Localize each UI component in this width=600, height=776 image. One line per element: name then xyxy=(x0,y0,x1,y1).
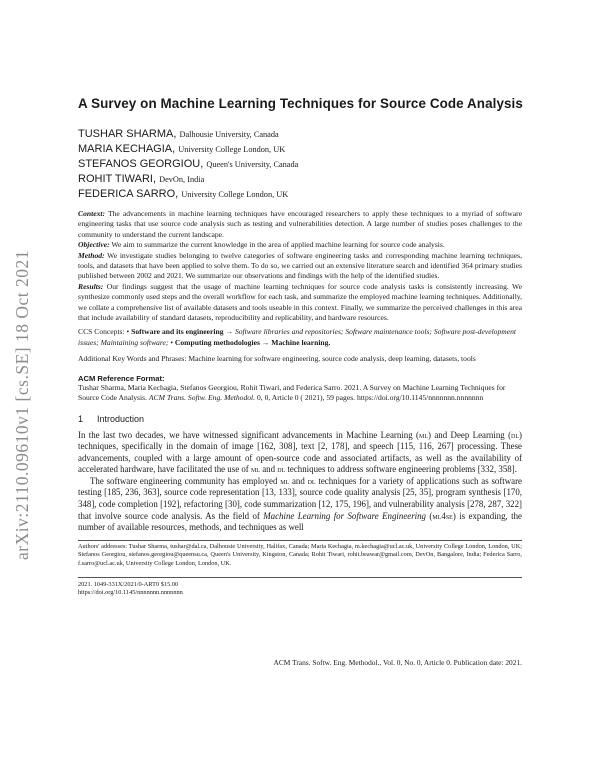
paper-title: A Survey on Machine Learning Techniques for Source Code Analysis xyxy=(78,96,523,111)
author-name: FEDERICA SARRO, xyxy=(78,188,179,200)
ccs-concept-1: Software and its engineering xyxy=(131,327,224,337)
ccs-arrow: → xyxy=(223,327,235,337)
text-run: ) and Deep Learning ( xyxy=(428,429,512,440)
acm-reference-heading: ACM Reference Format: xyxy=(78,373,165,383)
abstract-objective xyxy=(78,240,522,250)
author-name: MARIA KECHAGIA, xyxy=(78,143,176,155)
ccs-concept-2: Computing methodologies xyxy=(174,337,260,347)
section-heading xyxy=(78,414,522,424)
intro-paragraph-1 xyxy=(78,430,522,476)
ccs-arrow: → xyxy=(259,337,272,347)
section-number: 1 xyxy=(78,413,84,424)
abstract-context xyxy=(78,209,522,240)
abstract-text: We investigate studies belonging to twelve categories of software engineering tasks and corresponding machine learning techniques, tools, and datasets that have been applied to solve them. To do so, we carried out an extensive literature search and identified 364 primary studies published between 2002 and 2021. We summarize our observations and findings with the help of the identified studies. xyxy=(78,250,523,281)
intro-body xyxy=(78,430,522,534)
ccs-label: CCS Concepts: • xyxy=(78,327,130,337)
text-run: techniques to address software engineering problems [332, 358]. xyxy=(285,464,517,475)
abstract-label: Objective: xyxy=(78,240,110,250)
abstract-results xyxy=(78,282,522,324)
doi-link[interactable]: https://doi.org/10.1145/nnnnnnn.nnnnnnn xyxy=(78,589,183,597)
abstract-label: Method: xyxy=(78,250,105,260)
paper-page xyxy=(78,96,522,598)
acronym-ml: ml xyxy=(419,429,428,440)
running-footer: ACM Trans. Softw. Eng. Methodol., Vol. 0, No. 0, Article 0. Publication date: 2021. xyxy=(273,658,522,667)
text-run: The software engineering community has employed xyxy=(90,475,281,486)
author-name: TUSHAR SHARMA, xyxy=(78,128,177,140)
text-run: ) techniques, specifically in the domain of image [162, 308], text [2, 178], and speech [115, 116, 267] processing. These advancements, coupled with a large amount of open-source code and associated artifacts, as well as the availability of accelerated hardware, have facilitated the use of xyxy=(78,429,523,475)
acronym-dl: dl xyxy=(277,464,286,475)
field-name: Machine Learning for Software Engineering xyxy=(263,510,426,521)
author-2 xyxy=(78,142,522,157)
text-run: techniques for a variety of applications such as software testing [185, 236, 363], source code representation [13, 133], source code quality analysis [25, 35], program synthesis [170, 348], code completion [192], refactoring [30], code summarization [12, 175, 196], and vulnerability analysis [278, 287, 322] that involve source code analysis. As the field of xyxy=(78,475,522,521)
author-list xyxy=(78,127,522,202)
ccs-concept-1-sub: Software libraries and repositories; Software maintenance tools; Software post-development issues; Maintaining software; xyxy=(78,327,517,347)
abstract-text: We aim to summarize the current knowledge in the area of applied machine learning for source code analysis. xyxy=(111,240,445,250)
author-affiliation: Queen's University, Canada xyxy=(206,160,299,169)
author-name: ROHIT TIWARI, xyxy=(78,173,157,185)
author-4 xyxy=(78,172,522,187)
intro-paragraph-2 xyxy=(78,476,522,534)
text-run: ) is expanding, the number of available resources, methods, and techniques as well xyxy=(78,510,522,533)
keywords: Additional Key Words and Phrases: Machine learning for software engineering, source code analysis, deep learning, datasets, tools xyxy=(78,354,476,364)
section-title: Introduction xyxy=(97,413,145,424)
copyright-line: 2021. 1049-331X/2021/0-ART0 $15.00 xyxy=(78,580,179,588)
acronym-ml: ml xyxy=(280,475,290,486)
acm-reference-venue: ACM Trans. Softw. Eng. Methodol. xyxy=(148,393,256,403)
author-3 xyxy=(78,157,522,172)
author-affiliation: University College London, UK xyxy=(178,145,286,154)
author-name: STEFANOS GEORGIOU, xyxy=(78,158,204,170)
acm-reference-tail: 0, 0, Article 0 ( 2021), 59 pages. https://doi.org/10.1145/nnnnnnn.nnnnnnn xyxy=(256,393,484,403)
acm-reference-main: Tushar Sharma, Maria Kechagia, Stefanos Georgiou, Rohit Tiwari, and Federica Sarro. 2021. A Survey on Machine Learning Techniques for Source Code Analysis. xyxy=(78,382,506,403)
authors-addresses-footnote: Authors' addresses: Tushar Sharma, tushar@dal.ca, Dalhousie University, Halifax, Canada; Maria Kechagia, m.kechagia@ucl.ac.uk, University College London, London, UK; Stefanos Georgiou, stefanos.georgiou@queensu.ca, Queen's University, Kingston, Canada; Rohit Tiwari, rohit.beawar@gmail.com, DevOn, Bangalore, India; Federica Sarro, f.sarro@ucl.ac.uk, University College London, London, UK. xyxy=(78,540,522,569)
arxiv-stamp-text: arXiv:2110.09610v1 [cs.SE] 18 Oct 2021 xyxy=(12,250,32,560)
abstract-label: Results: xyxy=(78,281,104,291)
acronym-dl: dl xyxy=(307,475,316,486)
author-1 xyxy=(78,127,522,142)
acm-reference xyxy=(78,383,522,404)
ccs-bullet: • xyxy=(168,337,175,347)
text-run: and xyxy=(289,475,308,486)
text-run: and xyxy=(259,464,278,475)
copyright-block xyxy=(78,577,522,599)
abstract-text: The advancements in machine learning techniques have encouraged researchers to apply these techniques to a myriad of software engineering tasks that use source code analysis such as testing and vulnerabilities detection. A large number of studies poses challenges to the community to understand the current landscape. xyxy=(78,209,522,239)
ccs-concepts xyxy=(78,327,522,348)
abstract-method xyxy=(78,251,522,282)
text-run: ( xyxy=(426,510,433,521)
abstract-text: Our findings suggest that the usage of machine learning techniques for source code analysis tasks is consistently increasing. We synthesize commonly used steps and the overall workflow for each task, and summarize the employed machine learning techniques. Additionally, we collate a comprehensive list of available datasets and tools useable in this context. Finally, we summarize the perceived challenges in this area that include availability of standard datasets, reproducibility and replicability, and hardware resources. xyxy=(78,281,522,323)
acronym-ml: ml xyxy=(250,464,260,475)
author-affiliation: Dalhousie University, Canada xyxy=(179,130,279,139)
author-affiliation: University College London, UK xyxy=(181,190,289,199)
abstract-label: Context: xyxy=(78,209,106,218)
author-5 xyxy=(78,187,522,202)
abstract xyxy=(78,209,522,323)
ccs-concept-2-sub: Machine learning. xyxy=(271,337,331,347)
author-affiliation: DevOn, India xyxy=(159,175,205,184)
text-run: In the last two decades, we have witnessed significant advancements in Machine Learning ( xyxy=(78,429,419,440)
acronym-ml4se: ml4se xyxy=(432,510,453,521)
arxiv-stamp xyxy=(2,200,42,560)
acronym-dl: dl xyxy=(511,429,520,440)
